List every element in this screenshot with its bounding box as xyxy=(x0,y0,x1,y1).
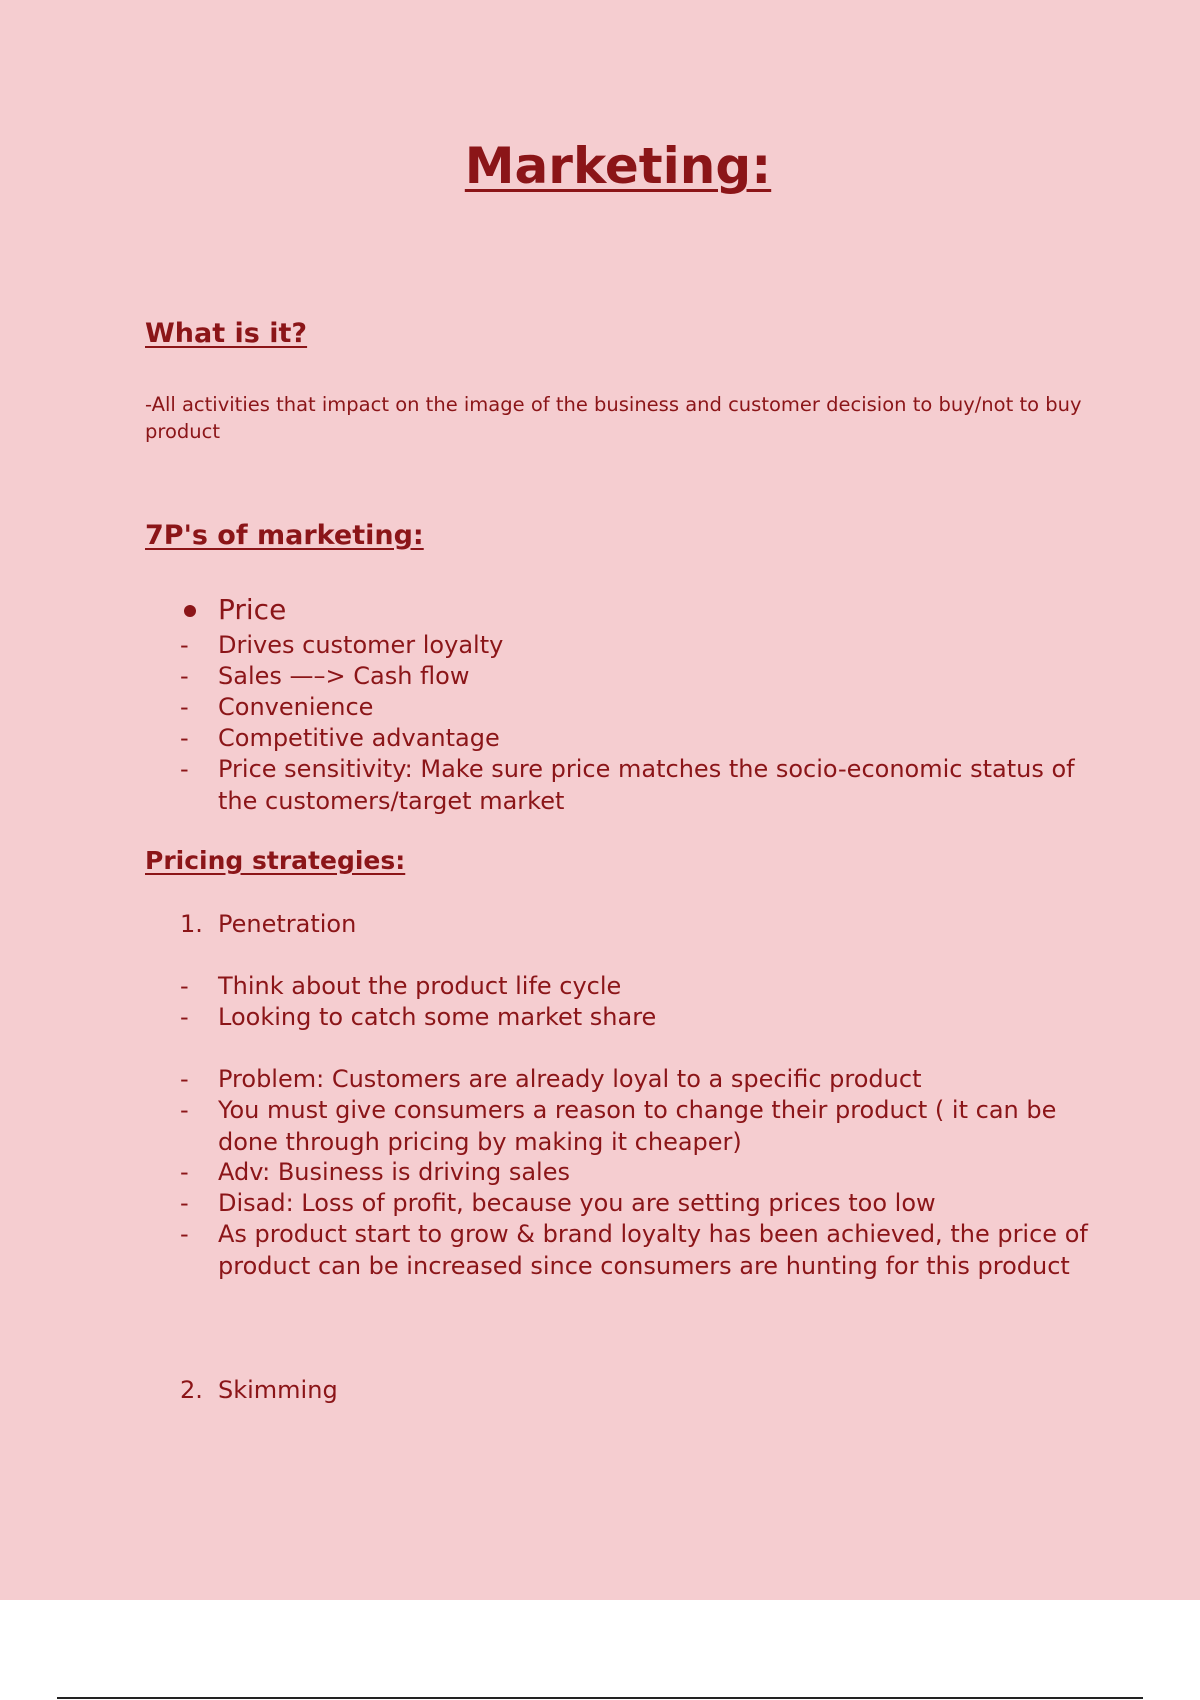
dash-marker: - xyxy=(180,1003,189,1031)
dash-marker: - xyxy=(180,1065,189,1093)
list-item-text: You must give consumers a reason to change their product ( it can be done through pricing by making it cheaper) xyxy=(218,1096,1057,1156)
dash-marker: - xyxy=(180,724,189,752)
dash-marker: - xyxy=(180,1158,189,1186)
list-item xyxy=(180,630,1100,662)
list-item-text: Problem: Customers are already loyal to a specific product xyxy=(218,1065,922,1093)
list-item xyxy=(180,1002,1100,1034)
list-item-text: Adv: Business is driving sales xyxy=(218,1158,570,1186)
list-item-text: Disad: Loss of profit, because you are setting prices too low xyxy=(218,1189,936,1217)
page-title: Marketing: xyxy=(464,137,772,195)
list-item-text: Competitive advantage xyxy=(218,724,500,752)
strategy-item-penetration xyxy=(180,909,1100,941)
list-item xyxy=(180,692,1100,724)
list-item-text: As product start to grow & brand loyalty has been achieved, the price of product can be increased since consumers are hunting for this product xyxy=(218,1220,1088,1280)
dash-marker: - xyxy=(180,631,189,659)
strategy-item-skimming xyxy=(180,1375,1100,1407)
list-number: 1. xyxy=(180,910,203,938)
dash-marker: - xyxy=(180,755,189,783)
strategy-name: Skimming xyxy=(218,1376,338,1404)
strategy-name: Penetration xyxy=(218,910,357,938)
pricing-strategies-heading: Pricing strategies: xyxy=(145,846,406,875)
list-item-text: Sales —–> Cash flow xyxy=(218,662,470,690)
bullet-dot-icon xyxy=(184,605,196,617)
list-item xyxy=(180,1095,1100,1158)
list-item xyxy=(180,754,1100,817)
seven-ps-heading: 7P's of marketing: xyxy=(145,520,424,551)
dash-marker: - xyxy=(180,1189,189,1217)
definition-text: -All activities that impact on the image of the business and customer decision to buy/not to buy product xyxy=(145,393,1082,443)
list-number: 2. xyxy=(180,1376,203,1404)
list-item xyxy=(180,661,1100,693)
list-item xyxy=(180,1157,1100,1189)
list-item-text: Price sensitivity: Make sure price matches the socio-economic status of the customers/target market xyxy=(218,755,1075,815)
dash-marker: - xyxy=(180,693,189,721)
list-item-text: Convenience xyxy=(218,693,374,721)
list-item-text: Looking to catch some market share xyxy=(218,1003,657,1031)
footer-divider xyxy=(57,1697,1143,1699)
bullet-item-label: Price xyxy=(218,593,287,626)
dash-marker: - xyxy=(180,972,189,1000)
list-item-text: Think about the product life cycle xyxy=(218,972,622,1000)
dash-marker: - xyxy=(180,662,189,690)
what-is-it-heading: What is it? xyxy=(145,318,308,349)
bullet-item-price xyxy=(180,592,1100,628)
list-item xyxy=(180,1064,1100,1096)
list-item-text: Drives customer loyalty xyxy=(218,631,504,659)
dash-marker: - xyxy=(180,1220,189,1248)
list-item xyxy=(180,723,1100,755)
dash-marker: - xyxy=(180,1096,189,1124)
list-item xyxy=(180,971,1100,1003)
list-item xyxy=(180,1219,1100,1282)
list-item xyxy=(180,1188,1100,1220)
